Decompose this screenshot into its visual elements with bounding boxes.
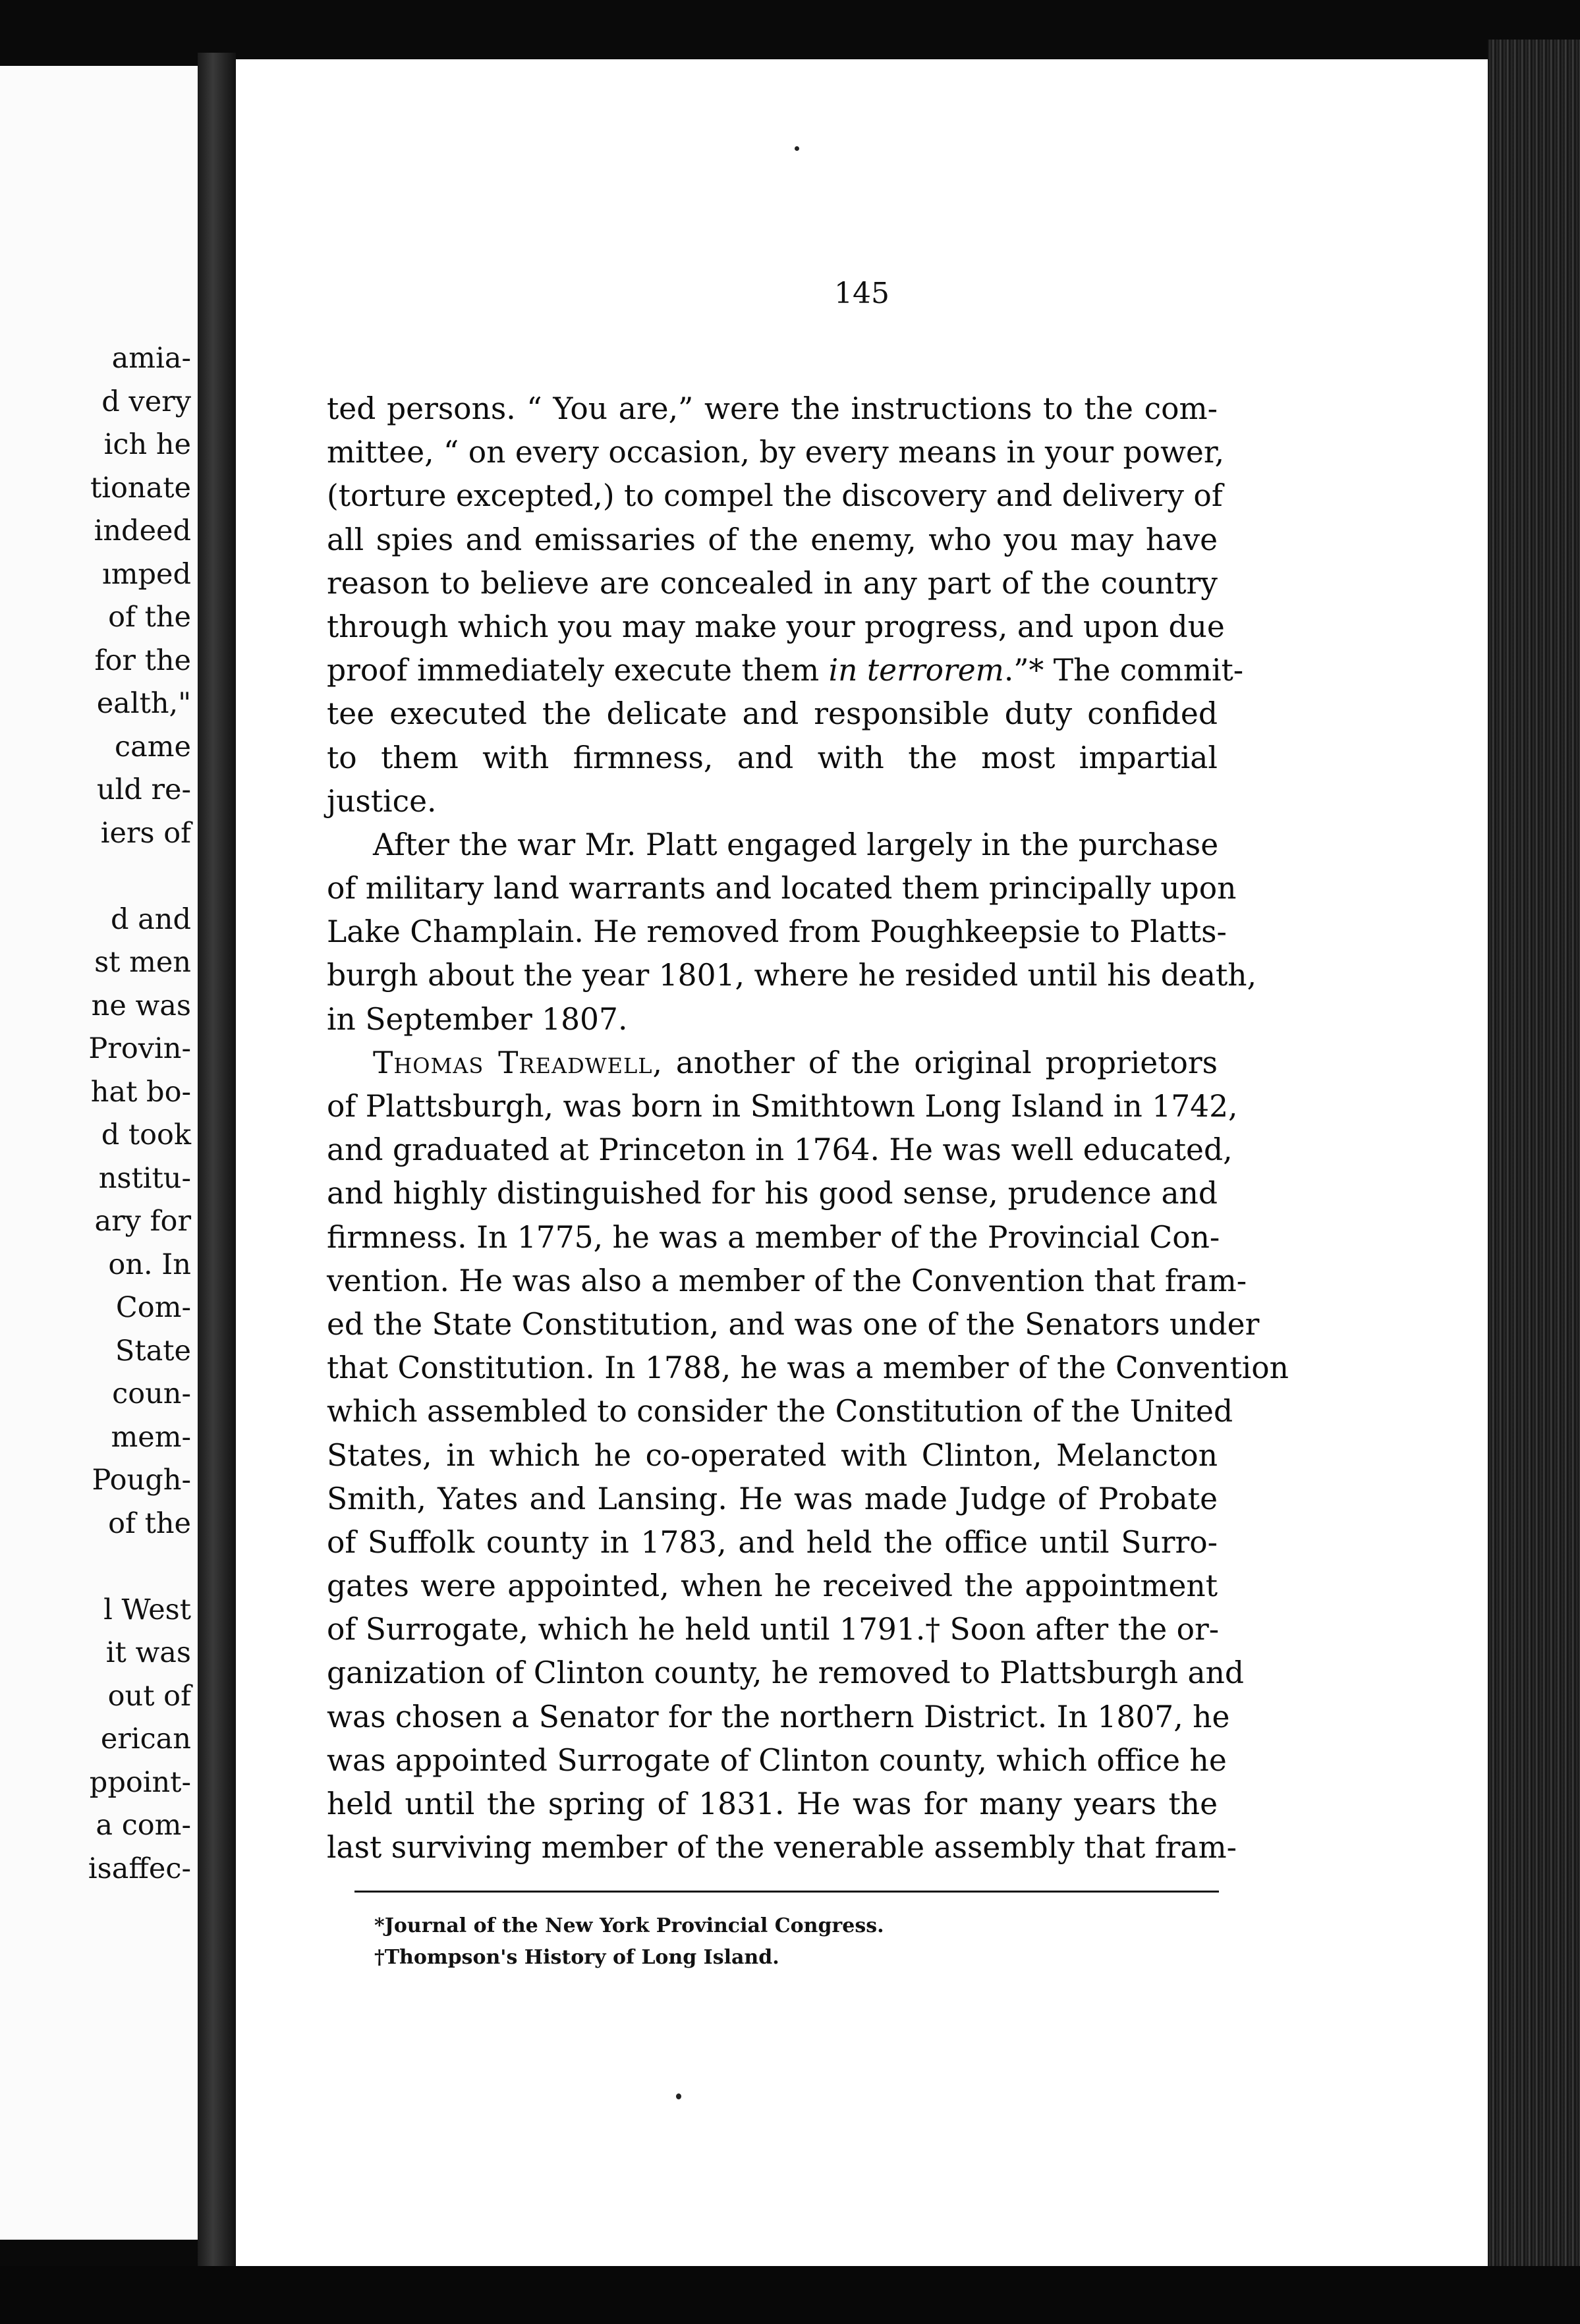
footnotes: [374, 1910, 884, 1974]
left-page-fragment-line: ich he: [103, 428, 191, 461]
page-number: 145: [834, 277, 889, 310]
left-page-fragment-line: a com-: [96, 1809, 191, 1842]
scan-speck: [676, 2093, 681, 2099]
text-line: all spies and emissaries of the enemy, who you may have: [327, 522, 1218, 557]
text-line: was appointed Surrogate of Clinton county, which office he: [327, 1742, 1227, 1778]
left-page-fragment-line: st men: [94, 946, 191, 979]
paragraph-treadwell: [327, 1041, 1289, 1870]
text-line: burgh about the year 1801, where he resided until his death,: [327, 958, 1257, 993]
text-line: mittee, “ on every occasion, by every means in your power,: [327, 435, 1225, 470]
text-line: vention. He was also a member of the Convention that fram-: [327, 1263, 1247, 1298]
page-edge-stack: [1488, 40, 1580, 2292]
left-page-fragment-line: ary for: [94, 1205, 191, 1238]
left-page-fragment-line: l West: [103, 1593, 191, 1626]
footnote-thompson: †Thompson's History of Long Island.: [374, 1946, 779, 1969]
text-line: and highly distinguished for his good sense, prudence and: [327, 1176, 1218, 1211]
left-page-fragment-line: d very: [101, 385, 191, 418]
text-line: of military land warrants and located them principally upon: [327, 871, 1237, 906]
left-page-fragment-line: Com-: [115, 1291, 191, 1324]
left-page-fragment-line: [0, 855, 191, 899]
body-text: [327, 387, 1289, 1869]
left-page-fragment-line: ımped: [101, 557, 191, 591]
paragraph-instructions: [327, 387, 1244, 823]
text-line: Smith, Yates and Lansing. He was made Judge of Probate: [327, 1481, 1218, 1516]
left-page-text-fragments: [0, 337, 191, 1891]
text-line: (torture excepted,) to compel the discovery and delivery of: [327, 478, 1223, 514]
left-page-fragment-line: tionate: [90, 471, 191, 505]
book-gutter: [198, 53, 236, 2266]
left-page-fragment-line: ppoint-: [89, 1765, 191, 1799]
left-page-fragment-line: d took: [101, 1119, 191, 1151]
left-page-fragment-line: out of: [107, 1679, 191, 1713]
text-line: States, in which he co-operated with Clinton, Melancton: [327, 1437, 1218, 1473]
left-page-fragment-line: of the: [108, 601, 191, 634]
left-page-fragment-line: mem-: [111, 1420, 191, 1454]
left-page-fragment-line: d and: [110, 902, 191, 936]
text-line: through which you may make your progress, and upon due: [327, 609, 1225, 644]
text-line: of Plattsburgh, was born in Smithtown Long Island in 1742,: [327, 1089, 1238, 1124]
text-line: ted persons. “ You are,” were the instructions to the com-: [327, 391, 1218, 426]
text-segment: , another of the original proprietors: [652, 1045, 1218, 1080]
text-line: ed the State Constitution, and was one of the Senators under: [327, 1306, 1260, 1342]
left-page-fragment-line: for the: [94, 644, 191, 677]
left-page-fragment-line: came: [115, 730, 191, 763]
footnote-rule: [354, 1891, 1219, 1893]
text-line: reason to believe are concealed in any part of the country: [327, 565, 1218, 601]
text-line: that Constitution. In 1788, he was a member of the Convention: [327, 1350, 1289, 1386]
left-page-fragment-line: [0, 1545, 191, 1589]
left-page-fragment-line: Provin-: [88, 1032, 191, 1065]
left-page-fragment-line: erican: [100, 1723, 191, 1756]
text-line: ganization of Clinton county, he removed to Plattsburgh and: [327, 1655, 1245, 1691]
text-line: was chosen a Senator for the northern District. In 1807, he: [327, 1699, 1230, 1734]
page-145: [236, 59, 1488, 2266]
paragraph-platt: [327, 823, 1257, 1041]
scanner-bottom-band: [0, 2266, 1580, 2324]
left-page-fragment-line: isaffec-: [88, 1852, 191, 1885]
text-line: gates were appointed, when he received the appointment: [327, 1568, 1218, 1604]
left-page-fragment-line: of the: [108, 1507, 191, 1540]
scan-speck: [795, 146, 799, 151]
text-line: which assembled to consider the Constitution of the United: [327, 1394, 1233, 1429]
left-page-fragment-line: indeed: [94, 514, 191, 547]
text-line: firmness. In 1775, he was a member of the Provincial Con-: [327, 1219, 1220, 1255]
text-segment: proof immediately execute them: [327, 653, 829, 688]
left-page-fragment-line: nstitu-: [98, 1161, 191, 1195]
left-page-fragment-line: State: [115, 1334, 191, 1368]
left-page-fragment-line: ne was: [91, 989, 191, 1022]
text-line: [327, 649, 1244, 692]
text-line: and graduated at Princeton in 1764. He was well educated,: [327, 1132, 1233, 1168]
footnote-journal: *Journal of the New York Provincial Congress.: [374, 1914, 884, 1937]
text-line: of Surrogate, which he held until 1791.† Soon after the or-: [327, 1612, 1220, 1647]
text-line: After the war Mr. Platt engaged largely in the purchase: [373, 827, 1219, 862]
left-page-fragment-line: it was: [105, 1636, 191, 1669]
facing-left-page: [0, 66, 198, 2240]
text-line: Lake Champlain. He removed from Poughkeepsie to Platts-: [327, 914, 1227, 950]
text-line: last surviving member of the venerable assembly that fram-: [327, 1830, 1237, 1866]
left-page-fragment-line: amia-: [111, 342, 191, 375]
left-page-fragment-line: coun-: [112, 1377, 191, 1410]
text-line: tee executed the delicate and responsible duty confided: [327, 696, 1218, 732]
person-name: Thomas Treadwell: [373, 1045, 653, 1080]
text-line: held until the spring of 1831. He was for many years the: [327, 1786, 1218, 1821]
text-line: justice.: [327, 783, 437, 819]
text-line: to them with firmness, and with the most impartial: [327, 740, 1218, 775]
text-line: [327, 1041, 1218, 1085]
text-line: in September 1807.: [327, 1001, 628, 1037]
left-page-fragment-line: Pough-: [92, 1464, 191, 1497]
text-segment: .”* The commit-: [1003, 653, 1244, 688]
left-page-fragment-line: hat bo-: [90, 1075, 191, 1109]
left-page-fragment-line: iers of: [100, 816, 191, 850]
italic-phrase: in terrorem: [828, 653, 1004, 688]
left-page-fragment-line: ealth,": [96, 687, 191, 720]
left-page-fragment-line: uld re-: [96, 773, 191, 806]
left-page-fragment-line: on. In: [108, 1248, 191, 1281]
text-line: of Suffolk county in 1783, and held the office until Surro-: [327, 1524, 1218, 1560]
